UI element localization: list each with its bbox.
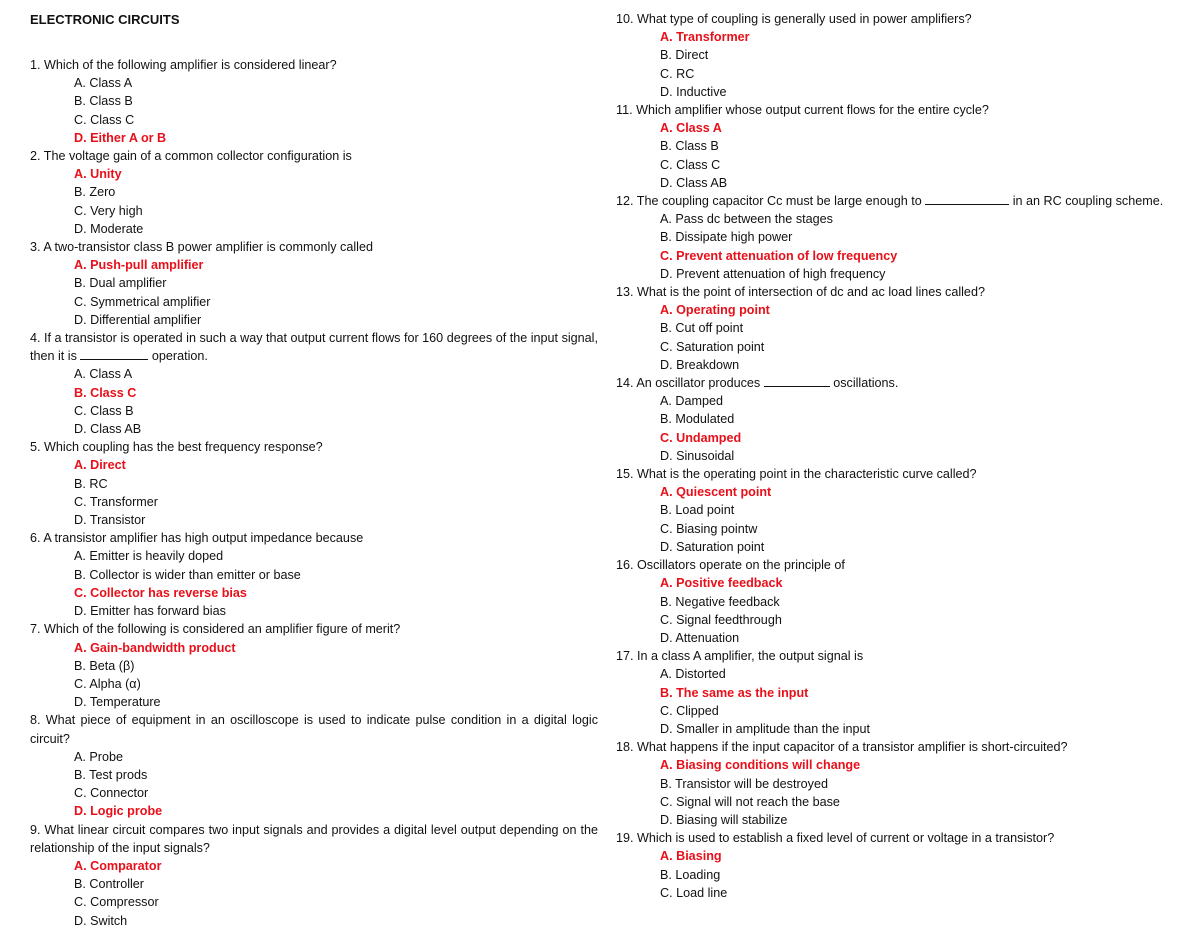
option: B. Cut off point <box>660 321 744 336</box>
question-text: What linear circuit compares two input signals and provides a digital level output depending on the relationship of the input signals? <box>30 822 598 855</box>
option: C. Clipped <box>660 703 719 718</box>
option: D. Class AB <box>74 422 142 437</box>
question-text: Which coupling has the best frequency response? <box>44 440 323 455</box>
question-stem <box>30 711 598 747</box>
option: D. Biasing will stabilize <box>660 812 788 827</box>
question-number: 11. <box>616 103 637 118</box>
option: B. Load point <box>660 503 735 518</box>
question-number: 19. <box>616 831 638 846</box>
option: C. Very high <box>74 203 143 218</box>
document-title: ELECTRONIC CIRCUITS <box>30 12 180 27</box>
question-item <box>30 56 598 147</box>
question-number: 7. <box>30 622 45 637</box>
question-number: 13. <box>616 285 638 300</box>
question-item <box>616 647 1178 738</box>
question-item <box>30 147 598 238</box>
question-number: 9. <box>30 822 45 837</box>
question-item <box>30 329 598 438</box>
option: C. Signal will not reach the base <box>660 794 840 809</box>
question-item <box>30 529 598 620</box>
option: D. Breakdown <box>660 357 740 372</box>
question-text: What type of coupling is generally used in power amplifiers? <box>637 12 972 26</box>
question-number: 4. <box>30 331 45 346</box>
option: D. Transistor <box>74 513 146 528</box>
question-number: 8. <box>30 713 46 728</box>
option: B. RC <box>74 476 108 491</box>
option: A. Emitter is heavily doped <box>74 549 224 564</box>
question-text: The coupling capacitor Cc must be large enough to <box>636 194 926 209</box>
question-item <box>616 829 1178 902</box>
right-question-list <box>616 10 1178 902</box>
option: D. Saturation point <box>660 539 765 554</box>
option: B. Dual amplifier <box>74 276 167 291</box>
option: B. Class B <box>660 139 719 154</box>
question-text: What is the operating point in the characteristic curve called? <box>637 467 977 482</box>
option: B. Test prods <box>74 767 148 782</box>
answer-blank <box>764 376 830 387</box>
correct-option: D. Logic probe <box>74 804 163 819</box>
correct-option: A. Quiescent point <box>660 485 772 500</box>
question-stem <box>616 192 1178 210</box>
question-item <box>616 10 1178 101</box>
option: D. Inductive <box>660 84 727 99</box>
correct-option: A. Gain-bandwidth product <box>74 640 236 655</box>
question-number: 6. <box>30 531 44 546</box>
question-stem <box>616 374 1178 392</box>
question-stem <box>616 738 1178 756</box>
question-stem <box>30 620 598 638</box>
option: D. Differential amplifier <box>74 312 202 327</box>
option: B. Zero <box>74 185 116 200</box>
question-stem <box>30 238 598 256</box>
answer-blank <box>925 194 1009 205</box>
question-text: Which amplifier whose output current flows for the entire cycle? <box>636 103 989 118</box>
correct-option: D. Either A or B <box>74 130 167 145</box>
option: A. Damped <box>660 394 723 409</box>
option: B. Class B <box>74 94 133 109</box>
question-number: 5. <box>30 440 45 455</box>
question-number: 1. <box>30 58 45 72</box>
question-number: 15. <box>616 467 638 482</box>
option: D. Temperature <box>74 695 161 710</box>
correct-option: A. Class A <box>660 121 722 136</box>
option: D. Prevent attenuation of high frequency <box>660 266 886 281</box>
question-stem <box>30 147 598 165</box>
option: B. Transistor will be destroyed <box>660 776 828 791</box>
question-item <box>30 821 598 930</box>
question-item <box>616 738 1178 829</box>
correct-option: C. Undamped <box>660 430 742 445</box>
question-number: 3. <box>30 240 44 255</box>
option: A. Class A <box>74 367 133 382</box>
question-item <box>30 238 598 329</box>
option: D. Emitter has forward bias <box>74 604 226 619</box>
question-stem <box>616 10 1178 28</box>
option: A. Pass dc between the stages <box>660 212 833 227</box>
correct-option: A. Push-pull amplifier <box>74 258 204 273</box>
question-text: What is the point of intersection of dc and ac load lines called? <box>637 285 985 300</box>
answer-blank <box>80 349 148 360</box>
option: B. Direct <box>660 48 709 63</box>
question-item <box>30 438 598 529</box>
question-item <box>616 283 1178 374</box>
question-number: 12. <box>616 194 637 209</box>
correct-option: A. Transformer <box>660 30 750 45</box>
option: C. Alpha (α) <box>74 676 141 691</box>
option: C. Class C <box>660 157 721 172</box>
question-stem <box>616 465 1178 483</box>
option: A. Class A <box>74 76 133 91</box>
question-item <box>616 556 1178 647</box>
question-number: 14. <box>616 376 637 391</box>
option: B. Modulated <box>660 412 735 427</box>
question-text: Oscillators operate on the principle of <box>637 558 845 573</box>
option: B. Collector is wider than emitter or base <box>74 567 301 582</box>
option: C. Connector <box>74 786 149 801</box>
option: D. Moderate <box>74 221 144 236</box>
left-column <box>30 10 598 930</box>
question-number: 18. <box>616 740 638 755</box>
option: C. Biasing pointw <box>660 521 758 536</box>
question-stem <box>30 56 598 74</box>
correct-option: A. Biasing <box>660 849 722 864</box>
question-text: What piece of equipment in an oscilloscope is used to indicate pulse condition in a digital logic circuit? <box>30 713 598 746</box>
question-text: A two-transistor class B power amplifier is commonly called <box>43 240 373 255</box>
option: C. RC <box>660 66 695 81</box>
correct-option: A. Biasing conditions will change <box>660 758 861 773</box>
option: C. Class B <box>74 403 134 418</box>
option: D. Attenuation <box>660 630 740 645</box>
question-text: Which of the following is considered an amplifier figure of merit? <box>44 622 401 637</box>
question-stem <box>30 329 598 365</box>
question-stem <box>616 829 1178 847</box>
option: B. Beta (β) <box>74 658 135 673</box>
option: C. Signal feedthrough <box>660 612 782 627</box>
option: D. Class AB <box>660 175 728 190</box>
question-item <box>616 192 1178 283</box>
option: A. Distorted <box>660 667 726 682</box>
option: A. Probe <box>74 749 124 764</box>
question-stem <box>616 101 1178 119</box>
right-column <box>616 10 1178 902</box>
option: C. Transformer <box>74 494 158 509</box>
question-number: 10. <box>616 12 638 26</box>
question-stem <box>30 821 598 857</box>
question-item <box>616 374 1178 465</box>
question-stem <box>616 556 1178 574</box>
correct-option: B. The same as the input <box>660 685 809 700</box>
option: C. Load line <box>660 885 728 900</box>
option: C. Saturation point <box>660 339 765 354</box>
option: B. Controller <box>74 877 144 892</box>
question-stem <box>616 283 1178 301</box>
question-item <box>616 465 1178 556</box>
correct-option: A. Unity <box>74 167 122 182</box>
option: D. Smaller in amplitude than the input <box>660 721 871 736</box>
question-text: If a transistor is operated in such a way that output current flows for 160 degrees of the input signal, then it is <box>30 331 598 364</box>
question-text: operation. <box>148 349 208 364</box>
question-text: oscillations. <box>829 376 899 391</box>
question-text: What happens if the input capacitor of a transistor amplifier is short-circuited? <box>637 740 1068 755</box>
left-question-list <box>30 56 598 930</box>
question-text: in an RC coupling scheme. <box>1009 194 1164 209</box>
option: C. Compressor <box>74 895 159 910</box>
option: C. Class C <box>74 112 135 127</box>
correct-option: C. Collector has reverse bias <box>74 585 247 600</box>
option: B. Loading <box>660 867 721 882</box>
question-text: In a class A amplifier, the output signal is <box>637 649 864 664</box>
correct-option: A. Operating point <box>660 303 770 318</box>
question-text: A transistor amplifier has high output impedance because <box>43 531 364 546</box>
question-number: 17. <box>616 649 638 664</box>
option: D. Sinusoidal <box>660 448 735 463</box>
question-stem <box>30 438 598 456</box>
option: D. Switch <box>74 913 128 928</box>
question-text: Which is used to establish a fixed level of current or voltage in a transistor? <box>637 831 1055 846</box>
correct-option: C. Prevent attenuation of low frequency <box>660 248 898 263</box>
correct-option: B. Class C <box>74 385 137 400</box>
question-item <box>30 711 598 820</box>
question-item <box>30 620 598 711</box>
question-stem <box>616 647 1178 665</box>
question-text: An oscillator produces <box>636 376 764 391</box>
option: C. Symmetrical amplifier <box>74 294 211 309</box>
question-item <box>616 101 1178 192</box>
question-number: 16. <box>616 558 638 573</box>
question-stem <box>30 529 598 547</box>
option: B. Dissipate high power <box>660 230 793 245</box>
question-text: The voltage gain of a common collector configuration is <box>43 149 352 164</box>
correct-option: A. Positive feedback <box>660 576 783 591</box>
option: B. Negative feedback <box>660 594 780 609</box>
correct-option: A. Comparator <box>74 858 162 873</box>
correct-option: A. Direct <box>74 458 126 473</box>
question-text: Which of the following amplifier is considered linear? <box>44 58 337 72</box>
question-number: 2. <box>30 149 44 164</box>
